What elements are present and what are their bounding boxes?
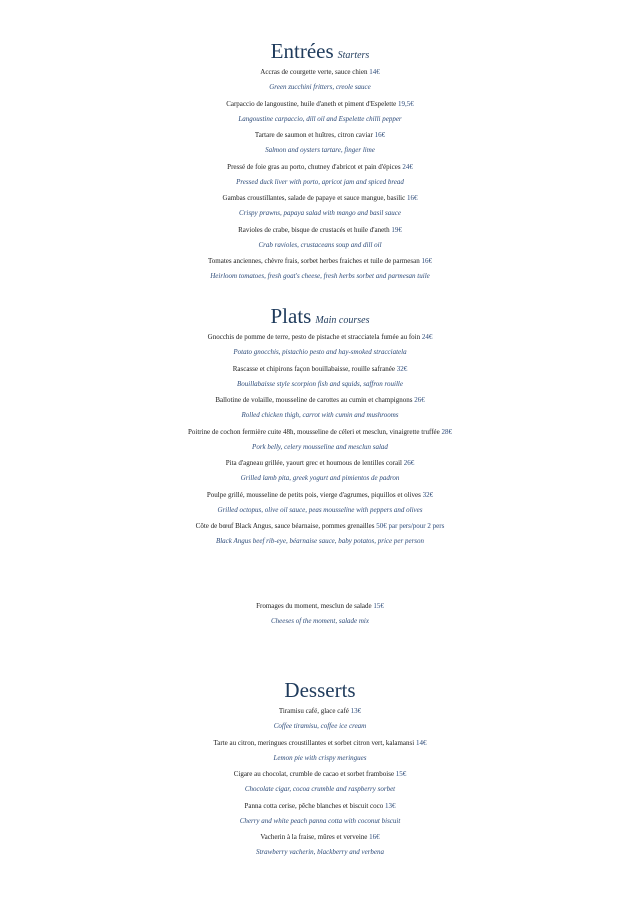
dish-translation: Pressed duck liver with porto, apricot jam and spiced bread: [236, 177, 404, 186]
dish-name: Cigare au chocolat, crumble de cacao et sorbet framboise: [233, 770, 395, 778]
dish-price: 26€: [403, 459, 415, 467]
dish-name: Ravioles de crabe, bisque de crustacés et huile d'aneth: [238, 225, 390, 234]
dish-name: Gnocchis de pomme de terre, pesto de pistache et stracciatela fumée au foin: [207, 333, 421, 341]
menu-item: [0, 361, 640, 393]
dish-name: Accras de courgette verte, sauce chien: [260, 68, 368, 76]
entrees-section: [0, 40, 640, 285]
menu-item: [0, 766, 640, 798]
dish-translation: Bouillabaisse style scorpion fish and squids, saffron rouille: [237, 379, 403, 388]
dish-name: Tiramisu café, glace café: [278, 707, 349, 715]
menu-item: [0, 190, 640, 222]
dish-price: 13€: [350, 707, 362, 715]
dish-name: Poitrine de cochon fermière cuite 48h, mousseline de céleri et mesclun, vinaigrette truffée: [187, 427, 440, 436]
dish-price: 16€: [374, 131, 386, 139]
menu-item: [0, 159, 640, 191]
dish-translation: Pork belly, celery mousseline and mesclun salad: [252, 442, 388, 451]
dish-translation: Salmon and oysters tartare, finger lime: [265, 146, 375, 154]
dish-translation: Green zucchini fritters, creole sauce: [269, 83, 371, 91]
menu-item: [0, 424, 640, 456]
menu-item: [0, 798, 640, 830]
dish-name: Gambas croustillantes, salade de papaye et sauce mangue, basilic: [222, 194, 406, 202]
fromages-section: [0, 598, 640, 630]
dish-price: 16€: [369, 833, 380, 841]
dish-translation: Grilled octopus, olive oil sauce, peas mousseline with peppers and olives: [217, 505, 423, 514]
menu-item: [0, 96, 640, 128]
desserts-section: [0, 679, 640, 861]
entrees-subtitle: Starters: [337, 50, 370, 61]
dish-translation: Heirloom tomatoes, fresh goat's cheese, fresh herbs sorbet and parmesan tuile: [210, 272, 430, 280]
dish-price: 14€: [415, 738, 427, 747]
dish-price: 15€: [373, 602, 384, 610]
entrees-title: Entrées: [270, 39, 334, 63]
dish-name: Carpaccio de langoustine, huile d'aneth et piment d'Espelette: [226, 99, 397, 108]
menu-item: [0, 127, 640, 159]
plats-section: [0, 305, 640, 550]
dish-price: 19,5€: [398, 99, 414, 108]
dish-price: 16€: [406, 194, 418, 202]
desserts-title: Desserts: [284, 678, 356, 702]
dish-translation: Cheeses of the moment, salade mix: [271, 617, 369, 625]
dish-name: Ballotine de volaille, mousseline de carottes au cumin et champignons: [215, 396, 413, 404]
dish-translation: Lemon pie with crispy meringues: [273, 753, 367, 762]
menu-item: [0, 735, 640, 767]
menu-item: [0, 64, 640, 96]
dish-price: 14€: [369, 68, 380, 76]
menu-item: [0, 329, 640, 361]
menu-item: [0, 253, 640, 285]
dish-name: Rascasse et chipirons façon bouillabaisse, rouille safranée: [232, 364, 396, 373]
dish-translation: Cherry and white peach panna cotta with coconut biscuit: [239, 816, 401, 825]
menu-item: [0, 518, 640, 550]
desserts-heading: [0, 679, 640, 703]
dish-price: 16€: [421, 257, 432, 265]
menu-item: [0, 222, 640, 254]
dish-name: Tarte au citron, meringues croustillantes et sorbet citron vert, kalamansi: [213, 738, 415, 747]
menu-item: [0, 392, 640, 424]
menu-item: [0, 829, 640, 861]
dish-translation: Black Angus beef rib-eye, béarnaise sauce, baby potatos, price per person: [215, 537, 425, 545]
dish-price: 13€: [385, 801, 396, 810]
dish-price: 24€: [421, 333, 433, 341]
dish-name: Poulpe grillé, mousseline de petits pois, vierge d'agrumes, piquillos et olives: [206, 490, 421, 499]
dish-translation: Langoustine carpaccio, dill oil and Espelette chilli pepper: [238, 114, 402, 123]
dish-name: Pressé de foie gras au porto, chutney d'abricot et pain d'épices: [227, 162, 401, 171]
dish-name: Vacherin à la fraise, mûres et verveine: [260, 833, 368, 841]
dish-price: 32€: [422, 490, 434, 499]
dish-price: 50€ par pers/pour 2 pers: [376, 522, 445, 530]
plats-heading: [0, 305, 640, 329]
dish-price: 24€: [402, 162, 413, 171]
menu-item: [0, 598, 640, 630]
dish-price: 28€: [441, 427, 453, 436]
dish-name: Fromages du moment, mesclun de salade: [256, 602, 372, 610]
entrees-heading: [0, 40, 640, 64]
dish-translation: Chocolate cigar, cocoa crumble and raspberry sorbet: [244, 785, 396, 793]
dish-translation: Potato gnocchis, pistachio pesto and hay-smoked stracciatela: [233, 348, 407, 356]
menu-item: [0, 455, 640, 487]
dish-price: 32€: [396, 364, 408, 373]
dish-translation: Rolled chicken thigh, carrot with cumin and mushrooms: [241, 411, 399, 419]
dish-name: Pita d'agneau grillée, yaourt grec et houmous de lentilles corail: [225, 459, 402, 467]
plats-title: Plats: [270, 304, 312, 328]
dish-price: 15€: [395, 770, 407, 778]
dish-name: Tomates anciennes, chèvre frais, sorbet herbes fraiches et tuile de parmesan: [208, 257, 420, 265]
dish-name: Panna cotta cerise, pêche blanches et biscuit coco: [244, 801, 384, 810]
dish-translation: Strawberry vacherin, blackberry and verbena: [255, 848, 385, 856]
dish-translation: Crispy prawns, papaya salad with mango and basil sauce: [239, 209, 401, 217]
dish-name: Tartare de saumon et huîtres, citron caviar: [254, 131, 373, 139]
dish-translation: Crab ravioles, crustaceans soup and dill oil: [258, 240, 382, 249]
dish-translation: Coffee tiramisu, coffee ice cream: [273, 722, 367, 730]
dish-price: 26€: [414, 396, 425, 404]
dish-price: 19€: [391, 225, 402, 234]
menu-item: [0, 703, 640, 735]
plats-subtitle: Main courses: [315, 315, 370, 326]
dish-translation: Grilled lamb pita, greek yogurt and pimientos de padron: [240, 474, 400, 482]
menu-item: [0, 487, 640, 519]
dish-name: Côte de bœuf Black Angus, sauce béarnaise, pommes grenailles: [195, 522, 375, 530]
